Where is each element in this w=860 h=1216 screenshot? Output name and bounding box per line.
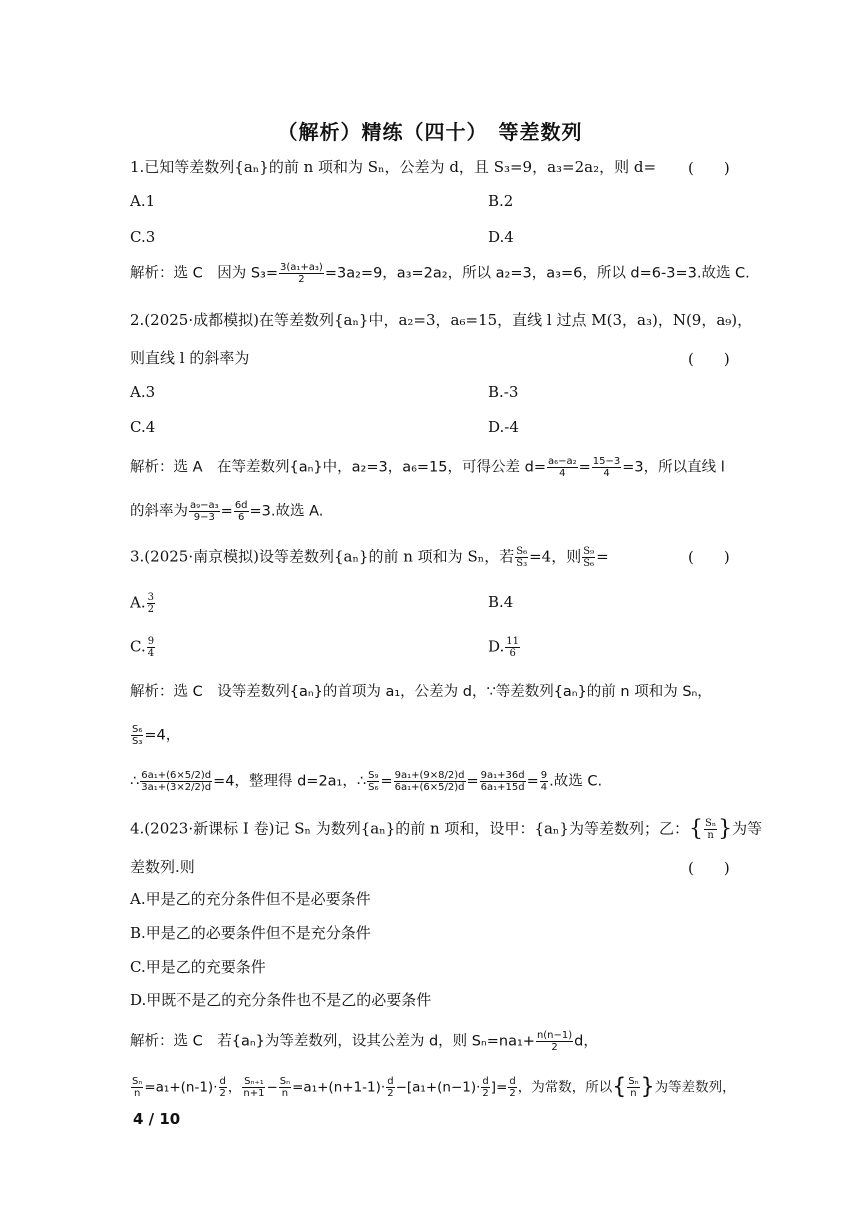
fraction: $\frac{15-3}{4}$	[592, 456, 621, 479]
question-2-stem-line1: 2.(2025·成都模拟)在等差数列{aₙ}中，a₂=3，a₆=15，直线 l 过点 M(3，a₃)，N(9，a₉)，	[130, 311, 753, 329]
fraction: $\frac{11}{6}$	[506, 636, 519, 659]
question-1-stem: 1.已知等差数列{aₙ}的前 n 项和为 Sₙ，公差为 d，且 S₃=9，a₃=2a₂，则 d=	[130, 158, 657, 176]
fraction: $\frac{\text{Sₙ}}{n}$	[704, 818, 717, 841]
answer-paren: ( )	[688, 859, 730, 877]
fraction: $\frac{\text{S₉}}{\text{S₆}}$	[368, 770, 379, 793]
page-title: （解析）精练（四十） 等差数列	[277, 120, 583, 144]
q3-option-a: A. $\frac{3}{2}$	[130, 592, 154, 615]
q1-option-c: C.3	[130, 228, 156, 246]
fraction: $\frac{d}{2}$	[387, 1076, 394, 1099]
q2-solution-line1: 解析：选 A 在等差数列{aₙ}中，a₂=3，a₆=15，可得公差 d= $\frac{\text{a₆−a₂}}{4}$ = $\frac{15-3}{4}$ =3，所以直线 l	[130, 456, 725, 479]
fraction: $\frac{\text{Sₙ}}{n}$	[279, 1076, 291, 1099]
fraction: $\frac{\text{9a₁+(9×8/2)d}}{\text{6a₁+(6×5/2)d}}$	[394, 770, 465, 793]
q3-solution-line2: $\frac{\text{S₆}}{\text{S₃}}$ =4，	[132, 724, 181, 747]
q4-solution-line2: $\frac{\text{Sₙ}}{n}$ =a₁+(n-1)· $\frac{d}{2}$ ， $\frac{\text{Sₙ₊₁}}{n+1}$ − $\frac{\text{Sₙ}}{n}$ =a₁+(n+1-1)· $\frac{d}{2}$ −[a₁+(n−1)· $\frac{d}{2}$ ]= $\frac{d}{2}$ ，为常数，所以{ $\frac{\text{Sₙ}}{n}$ }为等差数列，	[132, 1074, 736, 1100]
page-number: 4 / 10	[133, 1110, 181, 1128]
q3-option-c: C. $\frac{9}{4}$	[130, 636, 155, 659]
fraction: $\frac{\text{S₆}}{\text{S₃}}$	[516, 546, 528, 569]
q1-solution: 解析：选 C 因为 S₃= $\frac{\text{3(a₁+a₃)}}{2}$ =3a₂=9，a₃=2a₂，所以 a₂=3，a₃=6，所以 d=6-3=3.故选 C.	[130, 262, 750, 285]
fraction: $\frac{9}{4}$	[540, 770, 548, 793]
fraction: $\frac{6d}{6}$	[234, 500, 248, 523]
q2-option-b: B.-3	[488, 383, 519, 401]
answer-paren: ( )	[688, 159, 730, 177]
fraction: $\frac{\text{S₉}}{\text{S₆}}$	[583, 546, 595, 569]
question-3-stem: 3.(2025·南京模拟)设等差数列{aₙ}的前 n 项和为 Sₙ，若 $\frac{\text{S₆}}{\text{S₃}}$ =4，则 $\frac{\text{S₉}}{\text{S₆}}$ =	[130, 546, 609, 569]
fraction: $\frac{\text{Sₙ}}{n}$	[132, 1076, 143, 1099]
q4-option-d: D.甲既不是乙的充分条件也不是乙的必要条件	[130, 991, 432, 1009]
q3-solution-line3: ∴ $\frac{\text{6a₁+(6×5/2)d}}{\text{3a₁+(3×2/2)d}}$ =4，整理得 d=2a₁，∴ $\frac{\text{S₉}}{\text{S₆}}$ = $\frac{\text{9a₁+(9×8/2)d}}{\text{6a₁+(6×5/2)d}}$ = $\frac{\text{9a₁+36d}}{\text{6a₁+15d}}$ = $\frac{9}{4}$ .故选 C.	[130, 770, 603, 793]
question-2-stem-line2: 则直线 l 的斜率为	[130, 349, 250, 367]
fraction: $\frac{\text{a₉−a₃}}{9-3}$	[190, 500, 219, 523]
q1-option-b: B.2	[488, 192, 514, 210]
q2-option-a: A.3	[130, 383, 156, 401]
q2-solution-line2: 的斜率为 $\frac{\text{a₉−a₃}}{9-3}$ = $\frac{6d}{6}$ =3.故选 A.	[130, 500, 324, 523]
fraction: $\frac{d}{2}$	[482, 1076, 489, 1099]
q2-option-c: C.4	[130, 418, 156, 436]
q4-option-b: B.甲是乙的必要条件但不是充分条件	[130, 924, 371, 942]
fraction: $\frac{d}{2}$	[509, 1076, 516, 1099]
fraction: $\frac{\text{a₆−a₂}}{4}$	[547, 456, 577, 479]
q3-solution-line1: 解析：选 C 设等差数列{aₙ}的首项为 a₁，公差为 d，∵等差数列{aₙ}的前 n 项和为 Sₙ，	[130, 684, 712, 700]
q3-option-d: D. $\frac{11}{6}$	[488, 636, 519, 659]
q1-option-d: D.4	[488, 228, 514, 246]
fraction: $\frac{9}{4}$	[147, 636, 155, 659]
fraction: $\frac{\text{Sₙ}}{n}$	[628, 1076, 639, 1099]
q4-option-a: A.甲是乙的充分条件但不是必要条件	[130, 890, 371, 908]
q3-option-b: B.4	[488, 593, 514, 611]
question-4-stem-line1: 4.(2023·新课标 Ⅰ 卷)记 Sₙ 为数列{aₙ}的前 n 项和，设甲：{aₙ}为等差数列；乙：{ $\frac{\text{Sₙ}}{n}$ }为等	[130, 816, 763, 842]
fraction: $\frac{\text{3(a₁+a₃)}}{2}$	[280, 262, 323, 285]
fraction: $\frac{3}{2}$	[147, 592, 154, 615]
fraction: $\frac{\text{S₆}}{\text{S₃}}$	[132, 724, 143, 747]
fraction: $\frac{\text{6a₁+(6×5/2)d}}{\text{3a₁+(3×2/2)d}}$	[141, 770, 212, 793]
q4-option-c: C.甲是乙的充要条件	[130, 958, 266, 976]
fraction: $\frac{d}{2}$	[219, 1076, 226, 1099]
answer-paren: ( )	[688, 350, 730, 368]
fraction: $\frac{\text{9a₁+36d}}{\text{6a₁+15d}}$	[480, 770, 525, 793]
q1-option-a: A.1	[130, 192, 156, 210]
fraction: $\frac{n(n-1)}{2}$	[536, 1030, 573, 1053]
q4-solution-line1: 解析：选 C 若{aₙ}为等差数列，设其公差为 d，则 Sₙ=na₁+ $\frac{n(n-1)}{2}$ d，	[130, 1030, 598, 1053]
q2-option-d: D.-4	[488, 418, 519, 436]
answer-paren: ( )	[688, 548, 730, 566]
question-4-stem-line2: 差数列.则	[130, 858, 195, 876]
fraction: $\frac{\text{Sₙ₊₁}}{n+1}$	[243, 1076, 265, 1099]
